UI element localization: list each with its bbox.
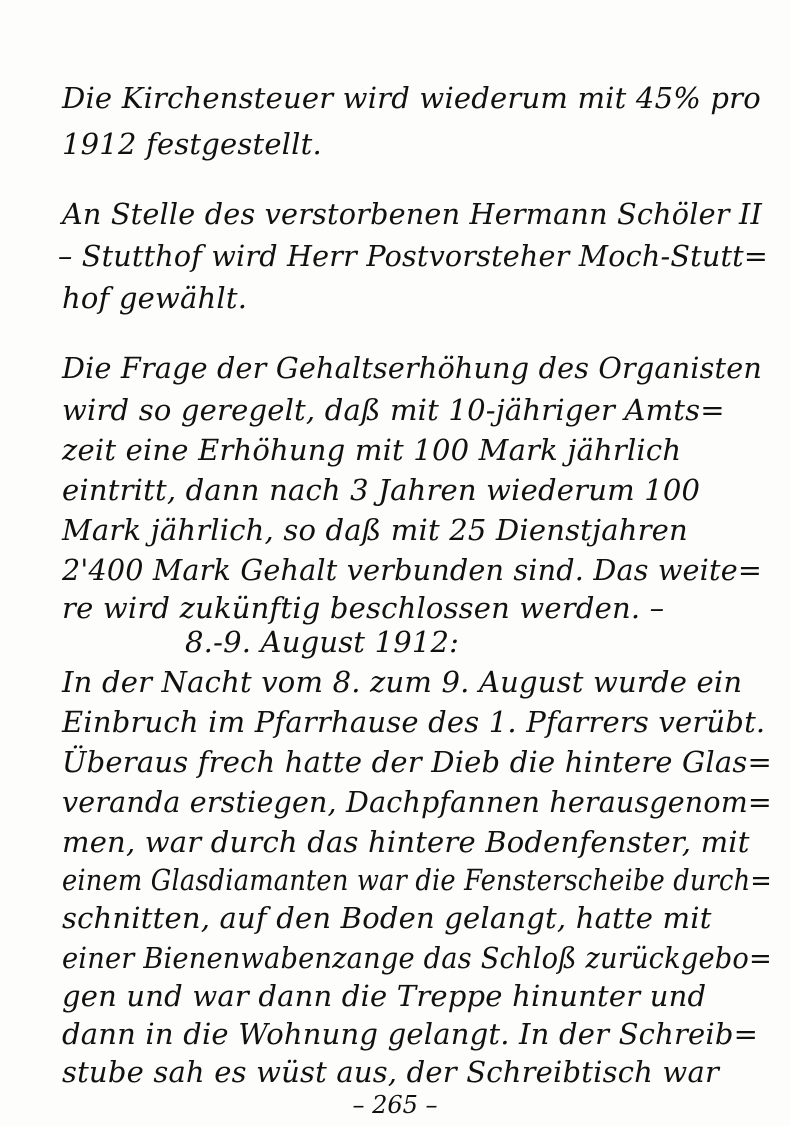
text-line: einem Glasdiamanten war die Fensterscheibe durch= <box>62 863 772 897</box>
text-line: Die Frage der Gehaltserhöhung des Organisten <box>62 351 762 385</box>
text-line: re wird zukünftig beschlossen werden. – <box>62 591 665 625</box>
text-line: Die Kirchensteuer wird wiederum mit 45% pro <box>62 81 761 115</box>
text-line: dann in die Wohnung gelangt. In der Schreib= <box>62 1017 759 1051</box>
text-line: einer Bienenwabenzange das Schloß zurückgebo= <box>62 941 772 975</box>
text-line: veranda erstiegen, Dachpfannen herausgenom= <box>62 785 772 819</box>
text-line: wird so geregelt, daß mit 10-jähriger Amts= <box>62 393 725 427</box>
text-line: men, war durch das hintere Bodenfenster, mit <box>62 825 750 859</box>
text-line: In der Nacht vom 8. zum 9. August wurde ein <box>62 665 743 699</box>
text-line: eintritt, dann nach 3 Jahren wiederum 100 <box>62 473 701 507</box>
text-line: gen und war dann die Treppe hinunter und <box>62 979 707 1013</box>
entry-date-heading: 8.-9. August 1912: <box>185 625 460 659</box>
text-line: 1912 festgestellt. <box>62 127 322 161</box>
text-line: Mark jährlich, so daß mit 25 Dienstjahren <box>62 513 688 547</box>
text-line: stube sah es wüst aus, der Schreibtisch war <box>62 1055 720 1089</box>
page-number: – 265 – <box>352 1091 438 1119</box>
text-line: schnitten, auf den Boden gelangt, hatte mit <box>62 901 712 935</box>
text-line: zeit eine Erhöhung mit 100 Mark jährlich <box>62 433 682 467</box>
text-line: Einbruch im Pfarrhause des 1. Pfarrers verübt. <box>62 705 766 739</box>
text-line: hof gewählt. <box>62 281 248 315</box>
text-line: An Stelle des verstorbenen Hermann Schöler II <box>62 197 762 231</box>
text-line: Überaus frech hatte der Dieb die hintere Glas= <box>62 745 772 779</box>
text-line: 2'400 Mark Gehalt verbunden sind. Das weite= <box>62 553 762 587</box>
text-line: – Stutthof wird Herr Postvorsteher Moch-Stutt= <box>58 239 768 273</box>
